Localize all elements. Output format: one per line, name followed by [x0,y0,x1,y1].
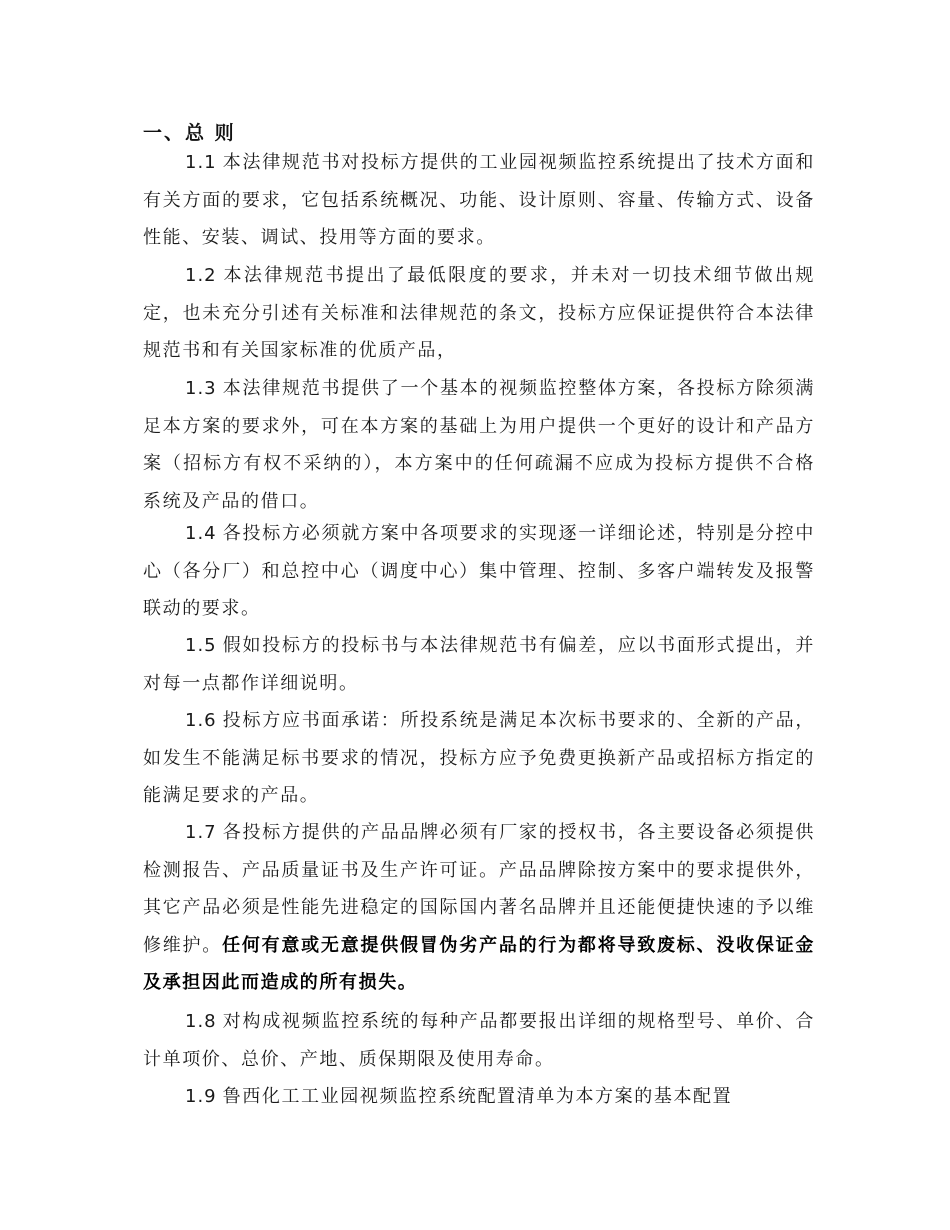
paragraph-1-9 [143,1078,815,1116]
clause-text: 本法律规范书提供了一个基本的视频监控整体方案，各投标方除须满足本方案的要求外，可在本方案的基础上为用户提供一个更好的设计和产品方案（招标方有权不采纳的），本方案中的任何疏漏不应成为投标方提供不合格系统及产品的借口。 [143,378,815,512]
clause-text: 假如投标方的投标书与本法律规范书有偏差，应以书面形式提出，并对每一点都作详细说明。 [143,635,815,694]
clause-bold-warning: 任何有意或无意提供假冒伪劣产品的行为都将导致废标、没收保证金及承担因此而造成的所有损失。 [143,934,815,993]
clause-text: 本法律规范书提出了最低限度的要求，并未对一切技术细节做出规定，也未充分引述有关标准和法律规范的条文，投标方应保证提供符合本法律规范书和有关国家标准的优质产品， [143,265,815,361]
clause-number: 1.1 [185,152,217,173]
paragraph-1-2 [143,257,815,370]
paragraph-1-6 [143,702,815,815]
paragraph-1-4 [143,515,815,628]
clause-number: 1.9 [185,1086,217,1107]
clause-text: 对构成视频监控系统的每种产品都要报出详细的规格型号、单价、合计单项价、总价、产地、质保期限及使用寿命。 [143,1011,815,1070]
clause-text: 投标方应书面承诺：所投系统是满足本次标书要求的、全新的产品，如发生不能满足标书要求的情况，投标方应予免费更换新产品或招标方指定的能满足要求的产品。 [143,710,815,806]
paragraph-1-1 [143,144,815,257]
clause-text: 本法律规范书对投标方提供的工业园视频监控系统提出了技术方面和有关方面的要求，它包括系统概况、功能、设计原则、容量、传输方式、设备性能、安装、调试、投用等方面的要求。 [143,152,815,248]
clause-number: 1.4 [185,523,217,544]
clause-number: 1.2 [185,265,217,286]
section-heading: 一、总 则 [143,122,236,144]
clause-text: 各投标方提供的产品品牌必须有厂家的授权书，各主要设备必须提供检测报告、产品质量证书及生产许可证。产品品牌除按方案中的要求提供外，其它产品必须是性能先进稳定的国际国内著名品牌并且还能便捷快速的予以维修维护。 [143,822,815,956]
clause-number: 1.5 [185,635,217,656]
paragraph-1-5 [143,627,815,702]
paragraph-1-7 [143,814,815,1002]
clause-number: 1.7 [185,822,217,843]
clause-text: 鲁西化工工业园视频监控系统配置清单为本方案的基本配置 [222,1086,733,1107]
paragraph-1-8 [143,1003,815,1078]
clause-number: 1.8 [185,1011,217,1032]
clause-text: 各投标方必须就方案中各项要求的实现逐一详细论述，特别是分控中心（各分厂）和总控中心（调度中心）集中管理、控制、多客户端转发及报警联动的要求。 [143,523,815,619]
clause-number: 1.3 [185,378,217,399]
paragraph-1-3 [143,370,815,520]
clause-number: 1.6 [185,710,217,731]
